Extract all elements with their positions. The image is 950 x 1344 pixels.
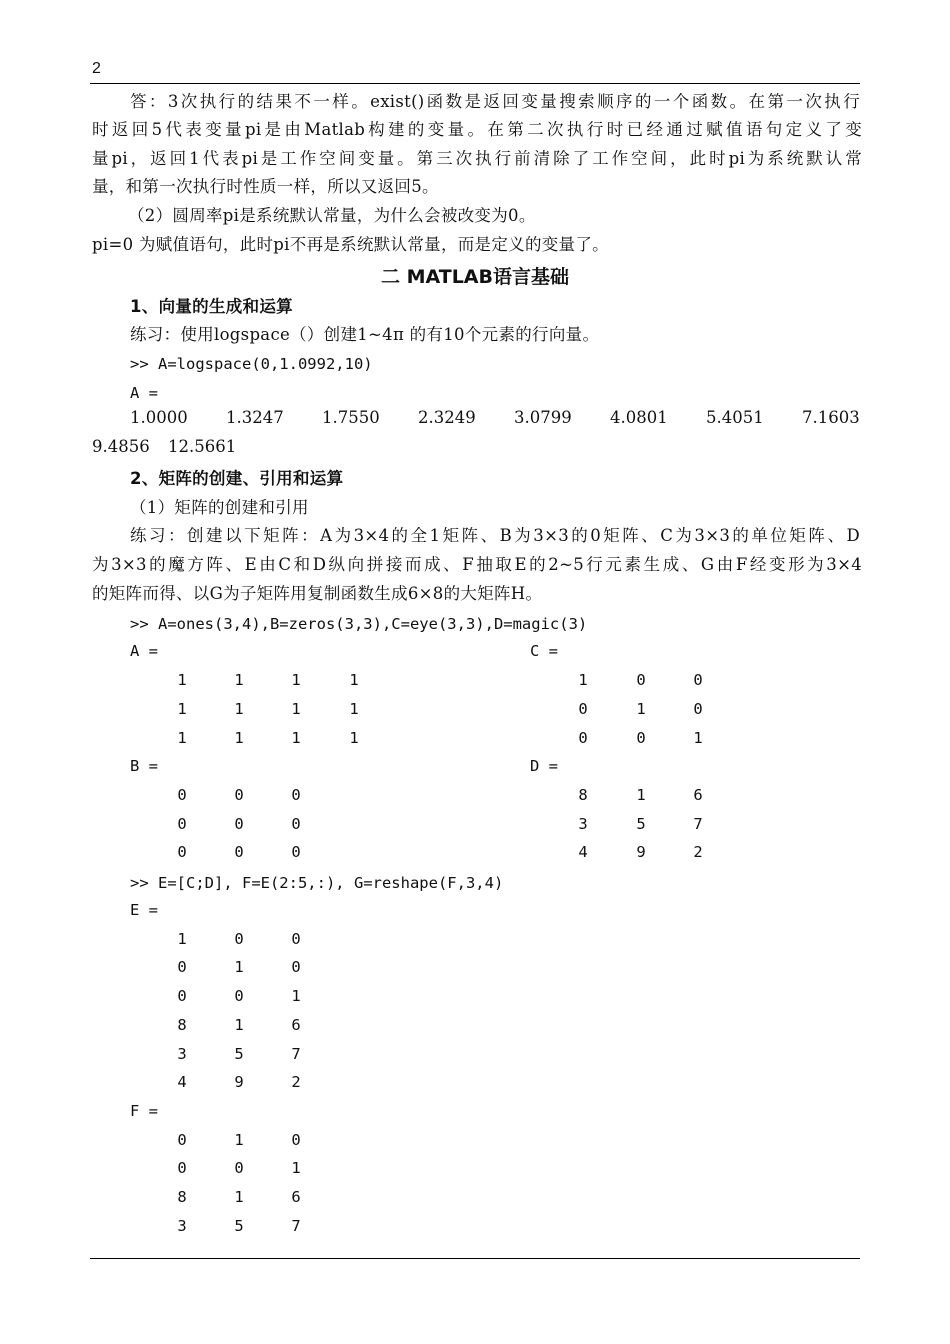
matrix-cell: 1 <box>291 729 301 747</box>
matrix-cell: 3 <box>177 1217 187 1235</box>
matrix-cell: 6 <box>693 786 703 804</box>
matrix-c-label: C = <box>530 642 558 660</box>
matrix-cell: 0 <box>177 843 187 861</box>
matrix-cell: 1 <box>234 671 244 689</box>
matrix-cell: 8 <box>177 1016 187 1034</box>
matrix-cell: 1 <box>234 958 244 976</box>
vector-value: 1.3247 <box>226 408 284 427</box>
matrix-cell: 1 <box>291 987 301 1005</box>
logspace-command: >> A=logspace(0,1.0992,10) <box>130 355 373 373</box>
matrix-cell: 0 <box>177 815 187 833</box>
exercise-2-line-3: 的矩阵而得、以G为子矩阵用复制函数生成6×8的大矩阵H。 <box>92 584 543 603</box>
matrix-cell: 0 <box>291 786 301 804</box>
section-title: 二 MATLAB语言基础 <box>380 266 569 288</box>
page-number: 2 <box>92 60 101 77</box>
answer-line-2: 时返回5代表变量pi是由Matlab构建的变量。在第二次执行时已经通过赋值语句定义了变 <box>92 120 862 139</box>
matrix-cell: 1 <box>578 671 588 689</box>
matrix-cell: 5 <box>234 1045 244 1063</box>
vector-label: A = <box>130 384 158 402</box>
matrix-cell: 0 <box>234 843 244 861</box>
matrix-cell: 8 <box>177 1188 187 1206</box>
header-rule <box>90 83 860 84</box>
vector-value: 3.0799 <box>514 408 572 427</box>
matrix-cell: 0 <box>234 930 244 948</box>
matrix-cell: 0 <box>234 786 244 804</box>
matrix-cell: 8 <box>578 786 588 804</box>
matrix-cell: 1 <box>291 671 301 689</box>
matrix-cell: 0 <box>693 671 703 689</box>
matrix-cell: 1 <box>291 1159 301 1177</box>
matrix-cell: 5 <box>234 1217 244 1235</box>
matrix-f-label: F = <box>130 1102 158 1120</box>
matrix-cell: 2 <box>693 843 703 861</box>
matrix-cell: 1 <box>234 729 244 747</box>
answer-line-3: 量pi，返回1代表pi是工作空间变量。第三次执行前清除了工作空间，此时pi为系统默认常 <box>92 149 862 168</box>
matrix-cell: 3 <box>578 815 588 833</box>
matrix-cell: 1 <box>291 700 301 718</box>
matrix-b-label: B = <box>130 757 158 775</box>
vector-value: 4.0801 <box>610 408 668 427</box>
matrix-cell: 1 <box>234 1016 244 1034</box>
matrix-cell: 0 <box>291 815 301 833</box>
vector-value: 7.1603 <box>802 408 860 427</box>
matrix-cell: 0 <box>291 1131 301 1149</box>
matrix-cell: 1 <box>177 671 187 689</box>
vector-value: 5.4051 <box>706 408 764 427</box>
matrix-cell: 1 <box>234 700 244 718</box>
matrix-cell: 0 <box>291 930 301 948</box>
matrix-command-2: >> E=[C;D], F=E(2:5,:), G=reshape(F,3,4) <box>130 874 504 892</box>
matrix-cell: 0 <box>578 700 588 718</box>
matrix-cell: 0 <box>177 1159 187 1177</box>
vector-value: 1.7550 <box>322 408 380 427</box>
matrix-cell: 1 <box>693 729 703 747</box>
matrix-cell: 4 <box>177 1073 187 1091</box>
vector-value: 9.4856 <box>92 437 150 456</box>
matrix-cell: 6 <box>291 1016 301 1034</box>
matrix-cell: 1 <box>177 729 187 747</box>
matrix-cell: 0 <box>177 987 187 1005</box>
matrix-cell: 0 <box>234 987 244 1005</box>
matrix-cell: 0 <box>177 1131 187 1149</box>
matrix-cell: 0 <box>578 729 588 747</box>
matrix-cell: 0 <box>177 958 187 976</box>
footer-rule <box>90 1258 860 1259</box>
section-2-heading: 2、矩阵的创建、引用和运算 <box>130 469 344 488</box>
matrix-cell: 1 <box>177 700 187 718</box>
question-2: （2）圆周率pi是系统默认常量，为什么会被改变为0。 <box>128 206 536 225</box>
matrix-cell: 1 <box>349 729 359 747</box>
section-1-heading: 1、向量的生成和运算 <box>130 297 293 316</box>
subsection-heading: （1）矩阵的创建和引用 <box>130 498 309 517</box>
matrix-cell: 1 <box>177 930 187 948</box>
matrix-a-label: A = <box>130 642 158 660</box>
matrix-cell: 0 <box>636 671 646 689</box>
matrix-cell: 0 <box>291 843 301 861</box>
matrix-cell: 4 <box>578 843 588 861</box>
matrix-cell: 2 <box>291 1073 301 1091</box>
matrix-d-label: D = <box>530 757 558 775</box>
matrix-e-label: E = <box>130 901 158 919</box>
answer-line-1: 答：3次执行的结果不一样。exist()函数是返回变量搜索顺序的一个函数。在第一次执行 <box>130 92 860 111</box>
exercise-1: 练习：使用logspace（）创建1~4π 的有10个元素的行向量。 <box>130 325 600 344</box>
matrix-cell: 1 <box>234 1188 244 1206</box>
matrix-cell: 7 <box>693 815 703 833</box>
matrix-cell: 5 <box>636 815 646 833</box>
matrix-cell: 1 <box>636 700 646 718</box>
matrix-cell: 1 <box>349 671 359 689</box>
matrix-cell: 1 <box>636 786 646 804</box>
matrix-cell: 0 <box>291 958 301 976</box>
vector-value: 12.5661 <box>168 437 237 456</box>
matrix-cell: 0 <box>177 786 187 804</box>
matrix-cell: 9 <box>636 843 646 861</box>
matrix-cell: 0 <box>693 700 703 718</box>
matrix-cell: 0 <box>636 729 646 747</box>
answer-line-4: 量，和第一次执行时性质一样，所以又返回5。 <box>92 177 439 196</box>
vector-value: 1.0000 <box>130 408 188 427</box>
matrix-cell: 3 <box>177 1045 187 1063</box>
matrix-cell: 0 <box>234 815 244 833</box>
matrix-cell: 1 <box>349 700 359 718</box>
matrix-command-1: >> A=ones(3,4),B=zeros(3,3),C=eye(3,3),D=magic(3) <box>130 615 588 633</box>
vector-value: 2.3249 <box>418 408 476 427</box>
matrix-cell: 6 <box>291 1188 301 1206</box>
exercise-2-line-2: 为3×3的魔方阵、E由C和D纵向拼接而成、F抽取E的2~5行元素生成、G由F经变形为3×4 <box>92 555 862 574</box>
exercise-2-line-1: 练习：创建以下矩阵：A为3×4的全1矩阵、B为3×3的0矩阵、C为3×3的单位矩阵、D <box>130 526 860 545</box>
matrix-cell: 7 <box>291 1217 301 1235</box>
matrix-cell: 0 <box>234 1159 244 1177</box>
matrix-cell: 7 <box>291 1045 301 1063</box>
question-2-answer: pi=0 为赋值语句，此时pi不再是系统默认常量，而是定义的变量了。 <box>92 235 609 254</box>
matrix-cell: 1 <box>234 1131 244 1149</box>
matrix-cell: 9 <box>234 1073 244 1091</box>
